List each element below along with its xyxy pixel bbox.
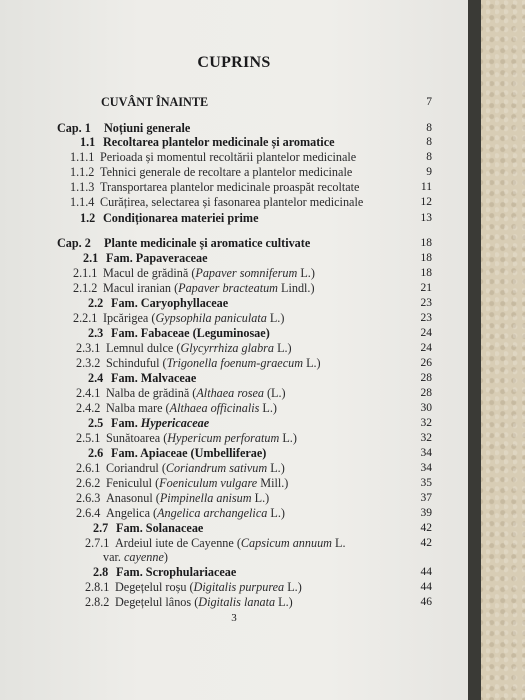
toc-entry-title: Degețelul roșu (Digitalis purpurea L.) [115,580,302,594]
toc-entry-number: 1.1 [80,135,96,149]
latin-name: Hypericaceae [140,416,210,430]
toc-entry [0,416,468,431]
toc-entry-page: 42 [420,537,432,549]
toc-entry [0,135,468,150]
toc-entry-title: Ipcărigea (Gypsophila paniculata L.) [103,311,285,325]
toc-entry-page: 35 [420,477,432,489]
toc-entry [0,536,468,551]
toc-entry-page: 24 [420,342,432,354]
page-number: 3 [231,612,237,624]
toc-entry-page: 44 [420,566,432,578]
toc-entry-title: Fam. Apiaceae (Umbelliferae) [111,446,267,460]
toc-entry-number: 2.4.2 [76,401,101,415]
latin-name: Digitalis purpurea [193,580,285,594]
toc-entry-number: 1.1.4 [70,195,95,209]
toc-entry [0,521,468,536]
toc-entry-page: 32 [420,417,432,429]
toc-entry-title: Plante medicinale și aromatice cultivate [104,236,311,250]
toc-entry-title: CUVÂNT ÎNAINTE [101,95,209,109]
toc-entry-page: 37 [420,492,432,504]
toc-entry-title: Angelica (Angelica archangelica L.) [106,506,285,520]
toc-entry [0,281,468,296]
toc-entry-number: Cap. 2 [57,236,91,250]
latin-name: Papaver bracteatum [178,281,278,295]
toc-entry-page: 13 [420,212,432,224]
toc-entry-title: Ardeiul iute de Cayenne (Capsicum annuum L. [115,536,346,550]
toc-entry-number: 2.5 [88,416,104,430]
toc-entry-number: 2.6.1 [76,461,101,475]
toc-entry [0,580,468,595]
toc-entry-title: var. cayenne) [103,550,168,564]
toc-entry-page: 30 [420,402,432,414]
toc-entry-number: 2.1.1 [73,266,98,280]
toc-entry [0,401,468,416]
toc-entry [0,266,468,281]
toc-entry-page: 44 [420,581,432,593]
toc-entry-number: 2.6.2 [76,476,101,490]
toc-entry [0,251,468,266]
toc-entry-number: 2.2.1 [73,311,98,325]
toc-entry-page: 18 [420,252,432,264]
toc-entry [0,565,468,580]
toc-entry-title: Tehnici generale de recoltare a plantelor medicinale [100,165,353,179]
page-title: CUPRINS [197,54,271,71]
toc-entry-number: 2.8.2 [85,595,110,609]
toc-entry-title: Lemnul dulce (Glycyrrhiza glabra L.) [106,341,292,355]
toc-entry [0,211,468,226]
latin-name: Trigonella foenum-graecum [166,356,304,370]
toc-entry-number: 1.2 [80,211,96,225]
toc-entry-page: 8 [426,151,432,163]
toc-entry-page: 39 [420,507,432,519]
toc-entry [0,311,468,326]
toc-entry-number: 2.7.1 [85,536,110,550]
toc-entry [0,326,468,341]
toc-entry [0,446,468,461]
toc-entry-page: 24 [420,327,432,339]
toc-entry-title: Fam. Papaveraceae [106,251,208,265]
toc-entry-page: 9 [426,166,432,178]
toc-entry-page: 23 [420,297,432,309]
latin-name: Coriandrum sativum [165,461,268,475]
latin-name: Angelica archangelica [157,506,268,520]
toc-entry [0,371,468,386]
toc-entry-number: 2.6.4 [76,506,101,520]
latin-name: Hypericum perforatum [167,431,280,445]
latin-name: Capsicum annuum [240,536,332,550]
latin-name: Digitalis lanata [198,595,276,609]
toc-entry-title: Fam. Caryophyllaceae [111,296,229,310]
toc-entry-page: 8 [426,122,432,134]
toc-entry-number: 1.1.2 [70,165,95,179]
toc-entry-title: Recoltarea plantelor medicinale și aromatice [103,135,335,149]
toc-entry-page: 28 [420,372,432,384]
toc-entry-title: Feniculul (Foeniculum vulgare Mill.) [106,476,289,490]
toc-entry-page: 46 [420,596,432,608]
toc-entry-page: 34 [420,462,432,474]
toc-entry-number: 2.8 [93,565,109,579]
toc-entry-number: 1.1.3 [70,180,95,194]
toc-entry [0,356,468,371]
toc-entry [0,461,468,476]
toc-entry-title: Anasonul (Pimpinella anisum L.) [106,491,270,505]
toc-entry-number: 2.4 [88,371,104,385]
toc-entry-page: 8 [426,136,432,148]
toc-entry-number: 2.5.1 [76,431,101,445]
toc-entry [0,506,468,521]
toc-entry-page: 18 [420,267,432,279]
toc-entry [0,180,468,195]
toc-entry-title: Coriandrul (Coriandrum sativum L.) [106,461,285,475]
latin-name: Gypsophila paniculata [155,311,267,325]
toc-entry-title: Fam. Malvaceae [111,371,197,385]
toc-entry [0,296,468,311]
toc-entry-number: 2.7 [93,521,109,535]
toc-entry-number: 2.8.1 [85,580,110,594]
toc-entry-page: 23 [420,312,432,324]
toc-entry-title: Curățirea, selectarea și fasonarea plantelor medicinale [100,195,364,209]
toc-entry-number: 2.6.3 [76,491,101,505]
toc-entry-title: Transportarea plantelor medicinale proaspăt recoltate [100,180,360,194]
latin-name: Foeniculum vulgare [159,476,258,490]
toc-entry [0,386,468,401]
toc-entry-page: 11 [420,181,432,193]
toc-entry-page: 42 [420,522,432,534]
toc-entry-number: 2.3.2 [76,356,101,370]
latin-name: Althaea rosea [196,386,264,400]
toc-entry [0,236,468,251]
toc-entry [0,550,468,565]
toc-entry-title: Sunătoarea (Hypericum perforatum L.) [106,431,297,445]
toc-entry-number: 2.4.1 [76,386,101,400]
toc-entry-number: 2.3.1 [76,341,101,355]
latin-name: Glycyrrhiza glabra [180,341,275,355]
toc-entry [0,95,468,110]
toc-entry-number: 2.6 [88,446,104,460]
toc-entry-title: Macul iranian (Papaver bracteatum Lindl.) [103,281,315,295]
toc-entry [0,165,468,180]
toc-entry-page: 26 [420,357,432,369]
toc-entry [0,476,468,491]
toc-entry-title: Macul de grădină (Papaver somniferum L.) [103,266,315,280]
toc-entry-page: 28 [420,387,432,399]
toc-entry-page: 12 [420,196,432,208]
toc-entry [0,431,468,446]
toc-entry-title: Perioada și momentul recoltării plantelor medicinale [100,150,357,164]
toc-entry-page: 7 [426,96,432,108]
toc-entry-title: Nalba de grădină (Althaea rosea (L.) [106,386,286,400]
toc-entry [0,121,468,136]
toc-entry [0,491,468,506]
toc-entry-title: Fam. Fabaceae (Leguminosae) [111,326,270,340]
toc-entry-page: 34 [420,447,432,459]
toc-entry-number: 1.1.1 [70,150,95,164]
toc-entry-number: Cap. 1 [57,121,91,135]
toc-entry [0,195,468,210]
toc-entry-page: 18 [420,237,432,249]
latin-name: Papaver somniferum [195,266,298,280]
toc-entry-title: Noțiuni generale [104,121,191,135]
toc-entry-number: 2.3 [88,326,104,340]
toc-entry-title: Fam. Hypericaceae [111,416,210,430]
latin-name: Althaea officinalis [169,401,260,415]
toc-entry-title: Schinduful (Trigonella foenum-graecum L.) [106,356,321,370]
toc-entry-number: 2.1 [83,251,99,265]
toc-entry-page: 32 [420,432,432,444]
toc-entry [0,341,468,356]
toc-entry-number: 2.1.2 [73,281,98,295]
toc-entry-number: 2.2 [88,296,104,310]
toc-entry-title: Condiționarea materiei prime [103,211,259,225]
toc-entry [0,150,468,165]
latin-name: cayenne [123,550,164,564]
toc-entry-title: Nalba mare (Althaea officinalis L.) [106,401,277,415]
latin-name: Pimpinella anisum [159,491,252,505]
toc-entry [0,595,468,610]
toc-entry-page: 21 [420,282,432,294]
toc-entry-title: Degețelul lânos (Digitalis lanata L.) [115,595,293,609]
toc-entry-title: Fam. Solanaceae [116,521,204,535]
toc-entry-title: Fam. Scrophulariaceae [116,565,237,579]
